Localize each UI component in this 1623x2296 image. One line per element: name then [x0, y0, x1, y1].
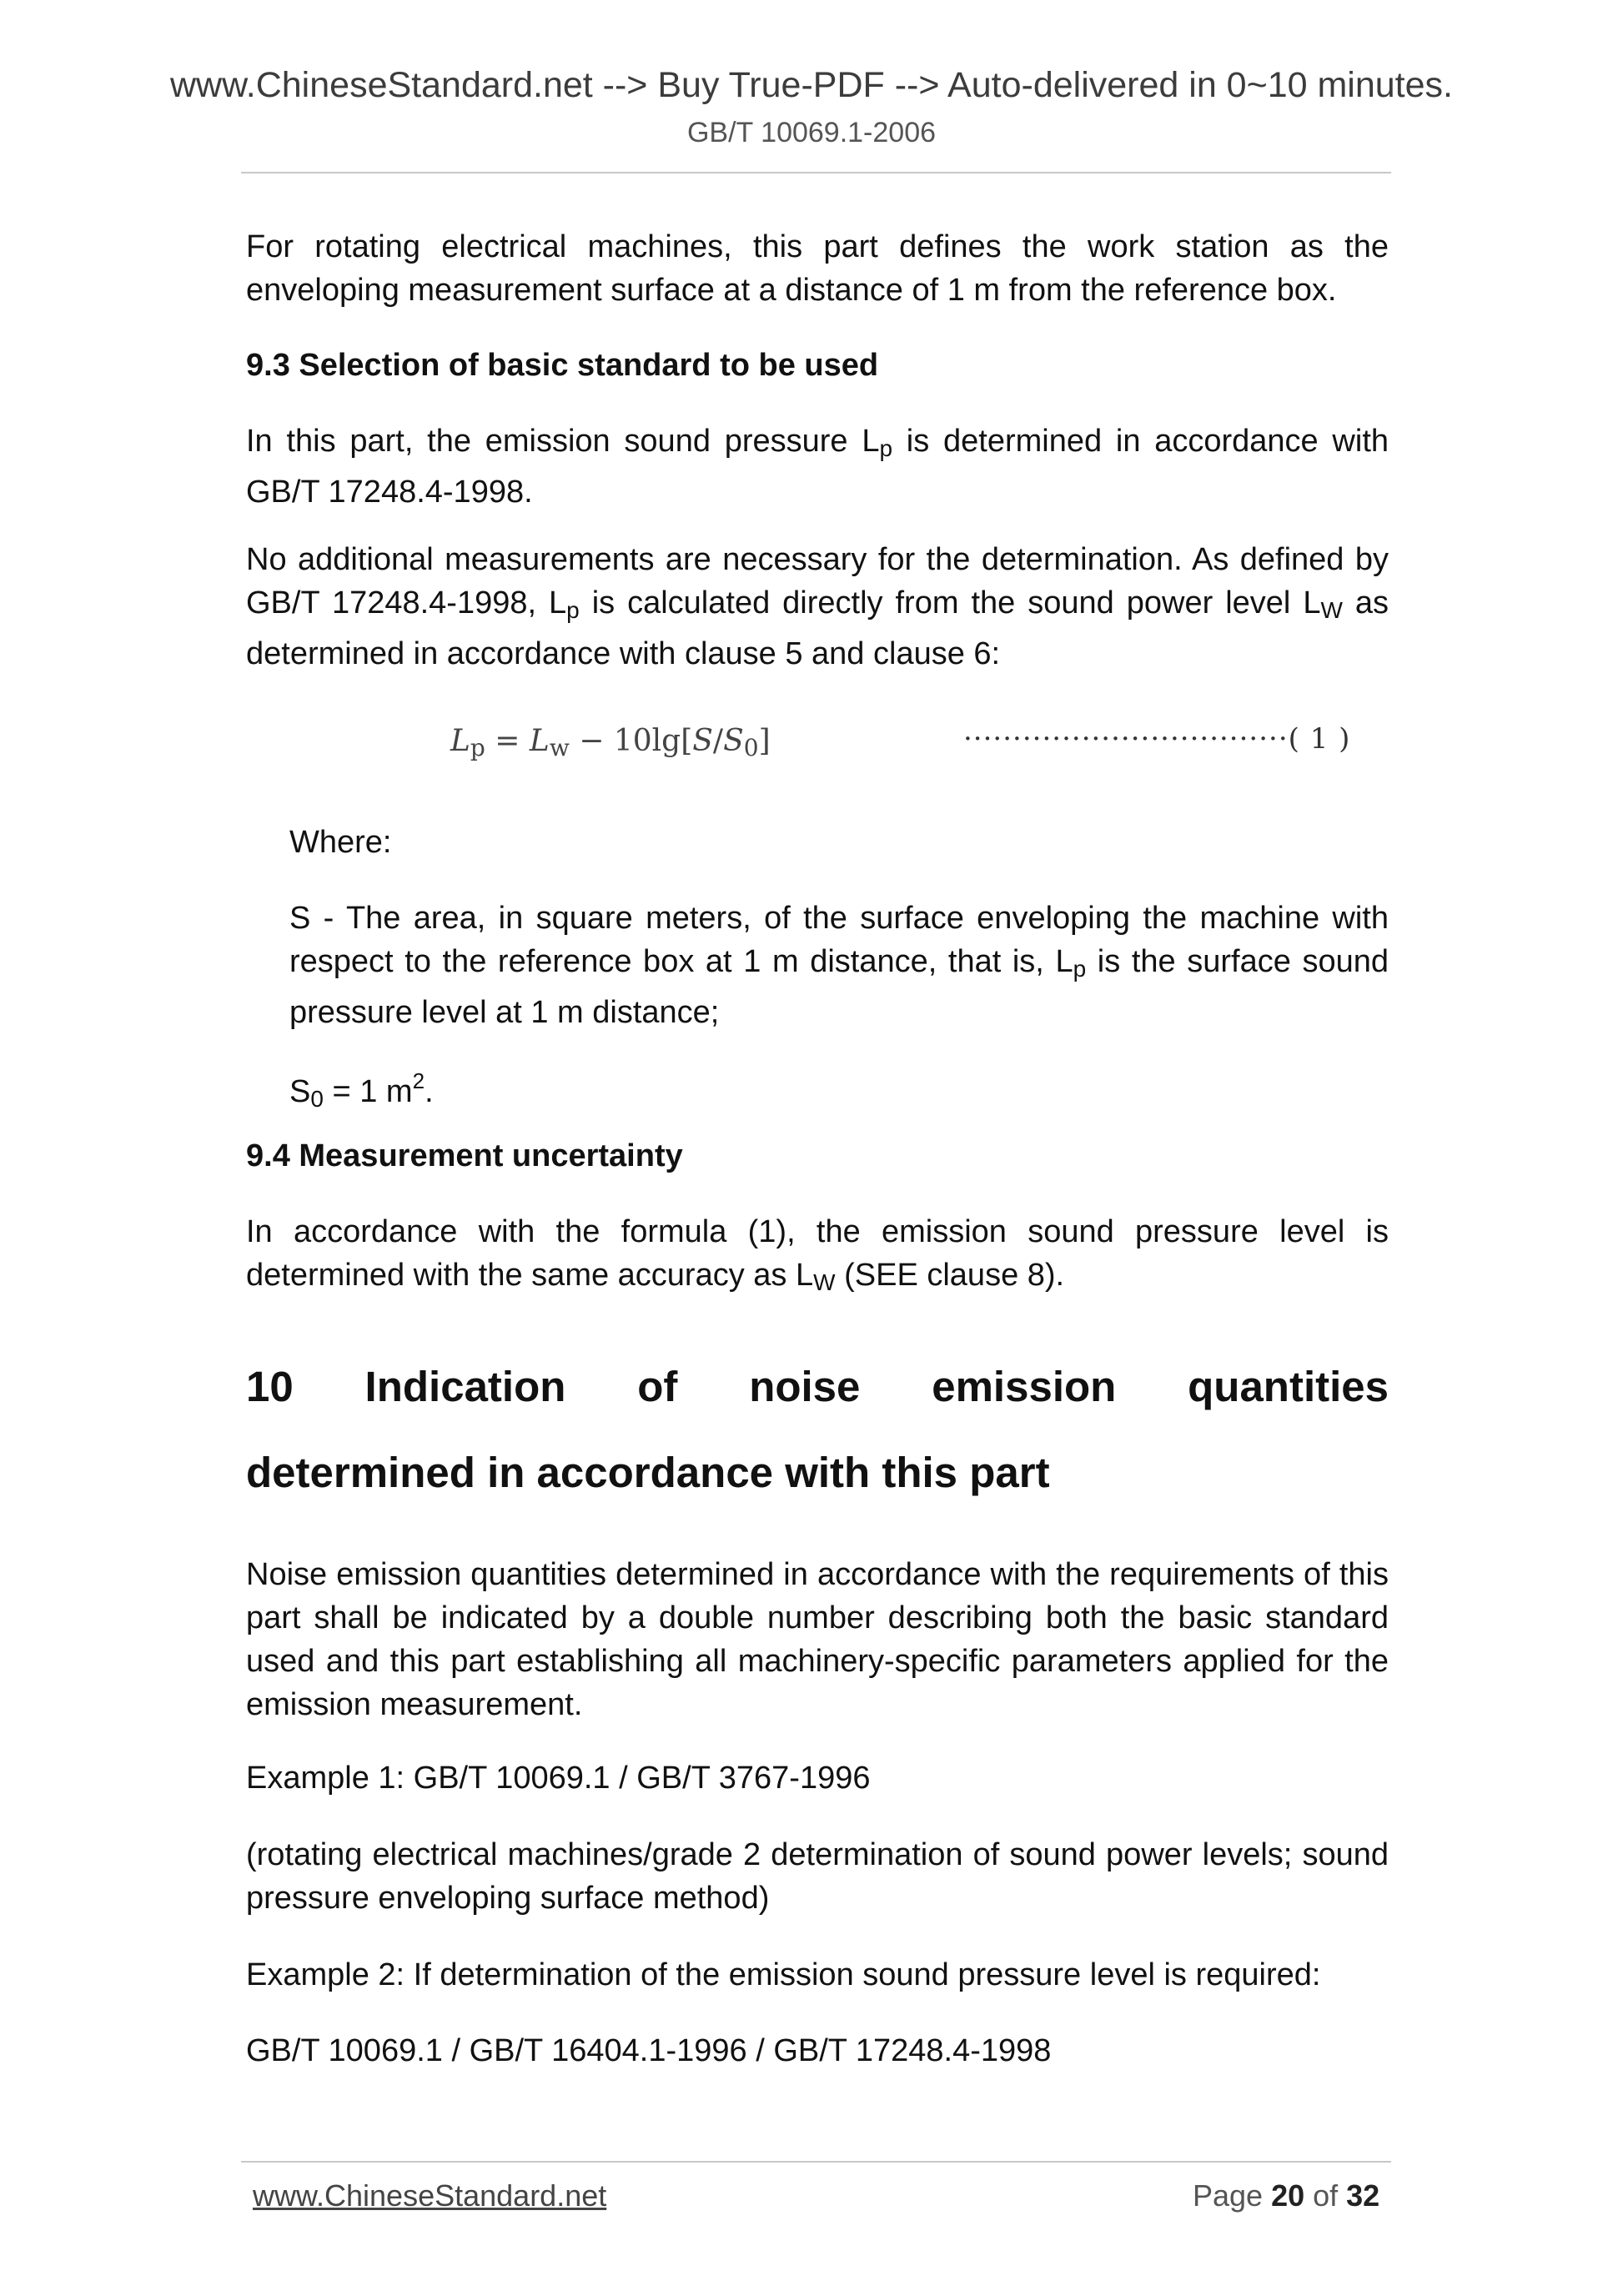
paragraph-noise-emission: Noise emission quantities determined in accordance with the requirements of this part shall be indicated by a double number describing both the basic standard used and this part establishing all machinery-specific parameters applied for the emission measurement. — [246, 1557, 1389, 1722]
section-9-4-heading: 9.4 Measurement uncertainty — [246, 1138, 683, 1173]
page-indicator: Page 20 of 32 — [1193, 2178, 1380, 2213]
document-number: GB/T 10069.1-2006 — [686, 117, 937, 148]
definition-s: S - The area, in square meters, of the surface enveloping the machine with respect to the reference box at 1 m distance, that is, $L_p$ is the surface sound pressure level at 1 m distance; — [289, 901, 1389, 1030]
section-10-heading-line2: determined in accordance with this part — [246, 1449, 1050, 1496]
example-2-value: GB/T 10069.1 / GB/T 16404.1-1996 / GB/T 17248.4-1998 — [246, 2033, 1052, 2068]
paragraph-emission-pressure: In this part, the emission sound pressure $L_p$ is determined in accordance with GB/T 17248.4-1998. — [246, 424, 1389, 510]
where-label: Where: — [289, 825, 392, 860]
example-2: Example 2: If determination of the emission sound pressure level is required: — [246, 1957, 1321, 1992]
header-divider — [241, 172, 1391, 173]
example-1-note: (rotating electrical machines/grade 2 determination of sound power levels; sound pressure enveloping surface method) — [246, 1837, 1389, 1916]
footer-divider — [241, 2161, 1391, 2163]
section-10-heading-line1: 10 Indication of noise emission quantities — [246, 1363, 1389, 1410]
paragraph-no-additional-measurements: No additional measurements are necessary for the determination. As defined by GB/T 17248.4-1998, $L_p$ is calculated directly from the sound power level $L_W$ as determined in accordance with clause 5 and clause 6: — [246, 542, 1389, 671]
paragraph-uncertainty: In accordance with the formula (1), the emission sound pressure level is determined with the same accuracy as $L_W$ (SEE clause 8). — [246, 1214, 1389, 1295]
footer-site-link[interactable]: www.ChineseStandard.net — [253, 2178, 607, 2213]
definition-s0: $S_0 = 1$ $m^2$. — [289, 1068, 434, 1112]
formula-number: ·································( 1 ) — [963, 722, 1351, 756]
header-banner: www.ChineseStandard.net --> Buy True-PDF --> Auto-delivered in 0~10 minutes. — [169, 65, 1453, 105]
paragraph-work-station: For rotating electrical machines, this part defines the work station as the enveloping measurement surface at a distance of 1 m from the reference box. — [246, 229, 1389, 308]
example-1: Example 1: GB/T 10069.1 / GB/T 3767-1996 — [246, 1761, 871, 1796]
section-9-3-heading: 9.3 Selection of basic standard to be used — [246, 348, 879, 383]
formula-1: $L_p = L_w - 10\lg[S/S_0]$ — [450, 724, 771, 761]
